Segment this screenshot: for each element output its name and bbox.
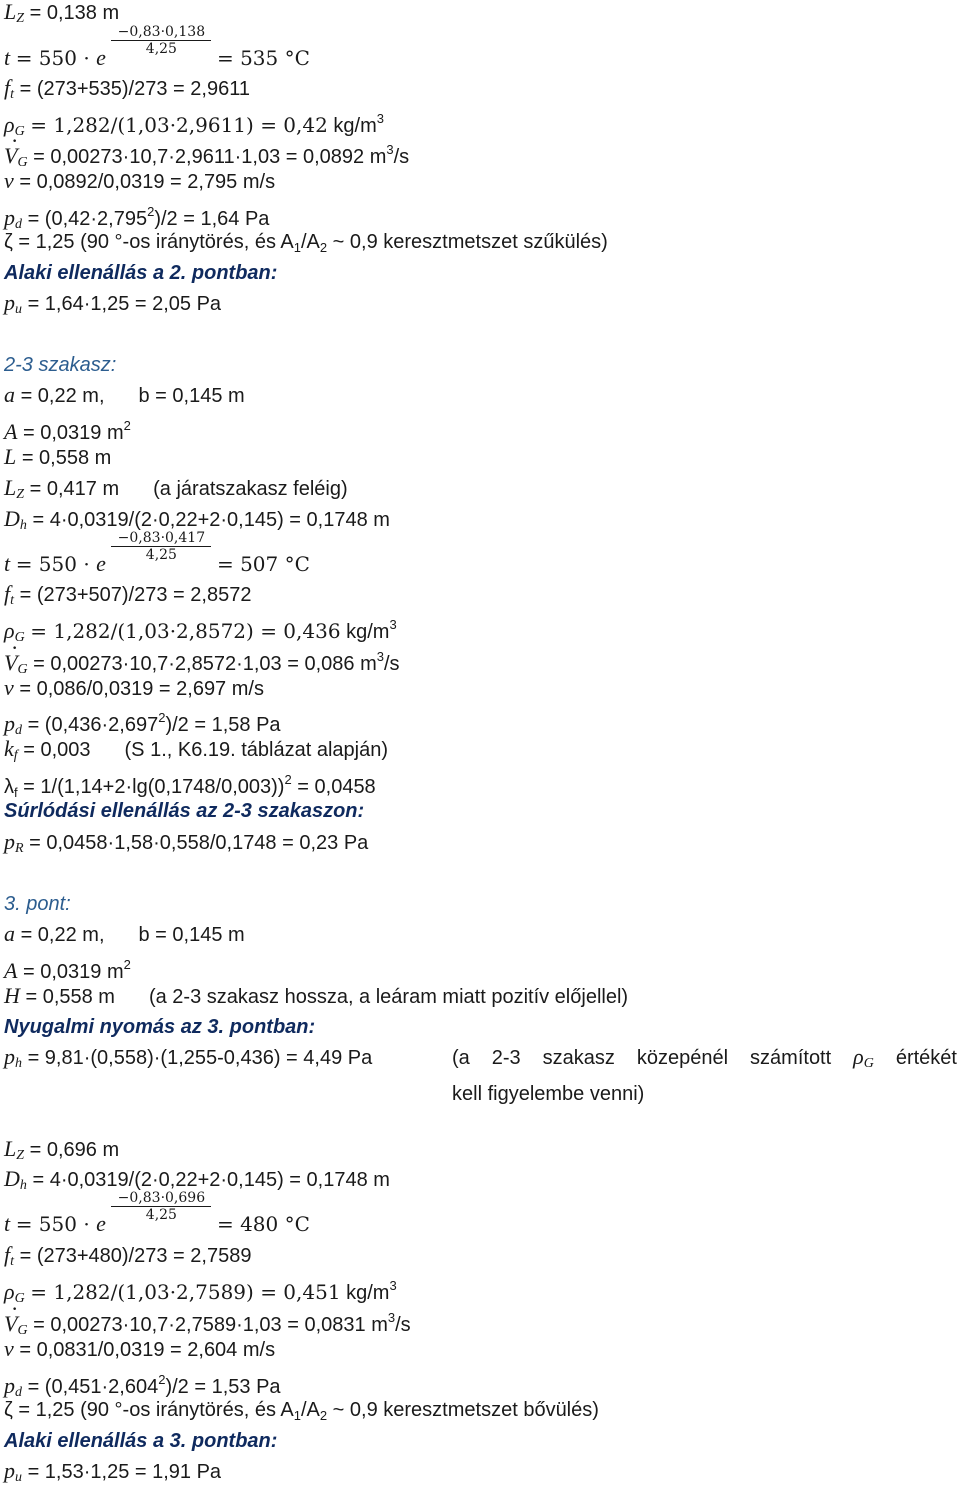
exponent-fraction: $\frac{-0,83\cdot 0,417}{4,25}$ <box>111 552 211 576</box>
line-lz-3: LZ = 0,696 m <box>4 1136 120 1163</box>
line-pu-2: pu = 1,53·1,25 = 1,91 Pa <box>4 1458 222 1485</box>
line-zeta-2: ζ = 1,25 (90 °-os iránytörés, és $A_1/A_2$ ~ 0,9 keresztmetszet bővülés) <box>4 1399 599 1423</box>
heading-section-2-3: 2-3 szakasz: <box>4 354 117 376</box>
line-height: H = 0,558 m (a 2-3 szakasz hossza, a leáram miatt pozitív előjellel) <box>4 983 629 1008</box>
line-area-1: A = 0,0319 $m^2$ <box>4 418 131 444</box>
heading-form-resistance-3: Alaki ellenállás a 3. pontban: <box>4 1430 278 1452</box>
exponent-fraction: $\frac{-0,83\cdot 0,138}{4,25}$ <box>111 46 211 70</box>
line-lambda: $\lambda_f = 1/(1,14+2\cdot\lg(0,1748/0,003))^2 = 0,0458$ <box>4 772 376 800</box>
line-ft-3: ft = (273+480)/273 = 2,7589 <box>4 1242 252 1269</box>
line-a-1: a = 0,22 m, b = 0,145 m <box>4 382 245 407</box>
line-rho-3: ρG = 1,282/(1,03·2,7589) = 0,451 $kg/m^3$ <box>4 1278 397 1306</box>
line-pd-3: pd = $(0,451\cdot 2,604^2)/2 = 1,53$ Pa <box>4 1372 281 1400</box>
line-temperature-1: t = 550 · e $\frac{-0,83\cdot 0,138}{4,25}$ = 535 °C <box>4 24 310 70</box>
line-dh-2: Dh = 4·0,0319/(2·0,22+2·0,145) = 0,1748 m <box>4 1166 390 1193</box>
line-kf: kf = 0,003 (S 1., K6.19. táblázat alapján) <box>4 736 389 763</box>
line-pu-1: pu = 1,64·1,25 = 2,05 Pa <box>4 290 222 317</box>
line-velocity-1: v = 0,0892/0,0319 = 2,795 m/s <box>4 168 276 193</box>
line-temperature-3: t = 550 · e $\frac{-0,83\cdot 0,696}{4,25}$ = 480 °C <box>4 1190 310 1236</box>
line-length-1: L = 0,558 m <box>4 444 112 469</box>
line-pd-2: pd = $(0,436\cdot 2,697^2)/2 = 1,58$ Pa <box>4 710 281 738</box>
exponent-fraction: $\frac{-0,83\cdot 0,696}{4,25}$ <box>111 1212 211 1236</box>
note-rho-reference: (a 2-3 szakasz közepénél számított ρG értékét kell figyelembe venni) <box>452 1044 957 1105</box>
line-velocity-3: v = 0,0831/0,0319 = 2,604 m/s <box>4 1336 276 1361</box>
line-temperature-2: t = 550 · e $\frac{-0,83\cdot 0,417}{4,25}$ = 507 °C <box>4 530 310 576</box>
line-flow-3: · VG = 0,00273·10,7·2,7589·1,03 = 0,0831 $m^3/s$ <box>4 1306 411 1343</box>
line-flow-2: · VG = 0,00273·10,7·2,8572·1,03 = 0,086 $m^3/s$ <box>4 645 400 682</box>
line-zeta-1: ζ = 1,25 (90 °-os iránytörés, és $A_1/A_2$ ~ 0,9 keresztmetszet szűkülés) <box>4 231 608 255</box>
line-lz-2: LZ = 0,417 m (a járatszakasz feléig) <box>4 475 348 502</box>
line-dh-1: Dh = 4·0,0319/(2·0,22+2·0,145) = 0,1748 m <box>4 506 390 533</box>
line-flow-1: · VG = 0,00273·10,7·2,9611·1,03 = 0,0892 $m^3/s$ <box>4 138 409 175</box>
heading-static-pressure-3: Nyugalmi nyomás az 3. pontban: <box>4 1016 316 1038</box>
line-rho-2: ρG = 1,282/(1,03·2,8572) = 0,436 $kg/m^3$ <box>4 617 397 645</box>
line-lz-1: LZ = 0,138 m <box>4 0 120 26</box>
line-ft-1: ft = (273+535)/273 = 2,9611 <box>4 75 250 102</box>
line-ft-2: ft = (273+507)/273 = 2,8572 <box>4 581 252 608</box>
heading-friction-2-3: Súrlódási ellenállás az 2-3 szakaszon: <box>4 800 365 822</box>
line-a-2: a = 0,22 m, b = 0,145 m <box>4 921 245 946</box>
line-pr: pR = 0,0458·1,58·0,558/0,1748 = 0,23 Pa <box>4 829 369 856</box>
heading-form-resistance-2: Alaki ellenállás a 2. pontban: <box>4 262 278 284</box>
line-ph: ph = 9,81·(0,558)·(1,255-0,436) = 4,49 Pa <box>4 1044 373 1071</box>
line-rho-1: ρG = 1,282/(1,03·2,9611) = 0,42 $kg/m^3$ <box>4 111 384 139</box>
line-pd-1: pd = $(0,42\cdot 2,795^2)/2 = 1,64$ Pa <box>4 204 270 232</box>
heading-point-3: 3. pont: <box>4 893 71 915</box>
line-area-2: A = 0,0319 $m^2$ <box>4 957 131 983</box>
line-velocity-2: v = 0,086/0,0319 = 2,697 m/s <box>4 675 264 700</box>
